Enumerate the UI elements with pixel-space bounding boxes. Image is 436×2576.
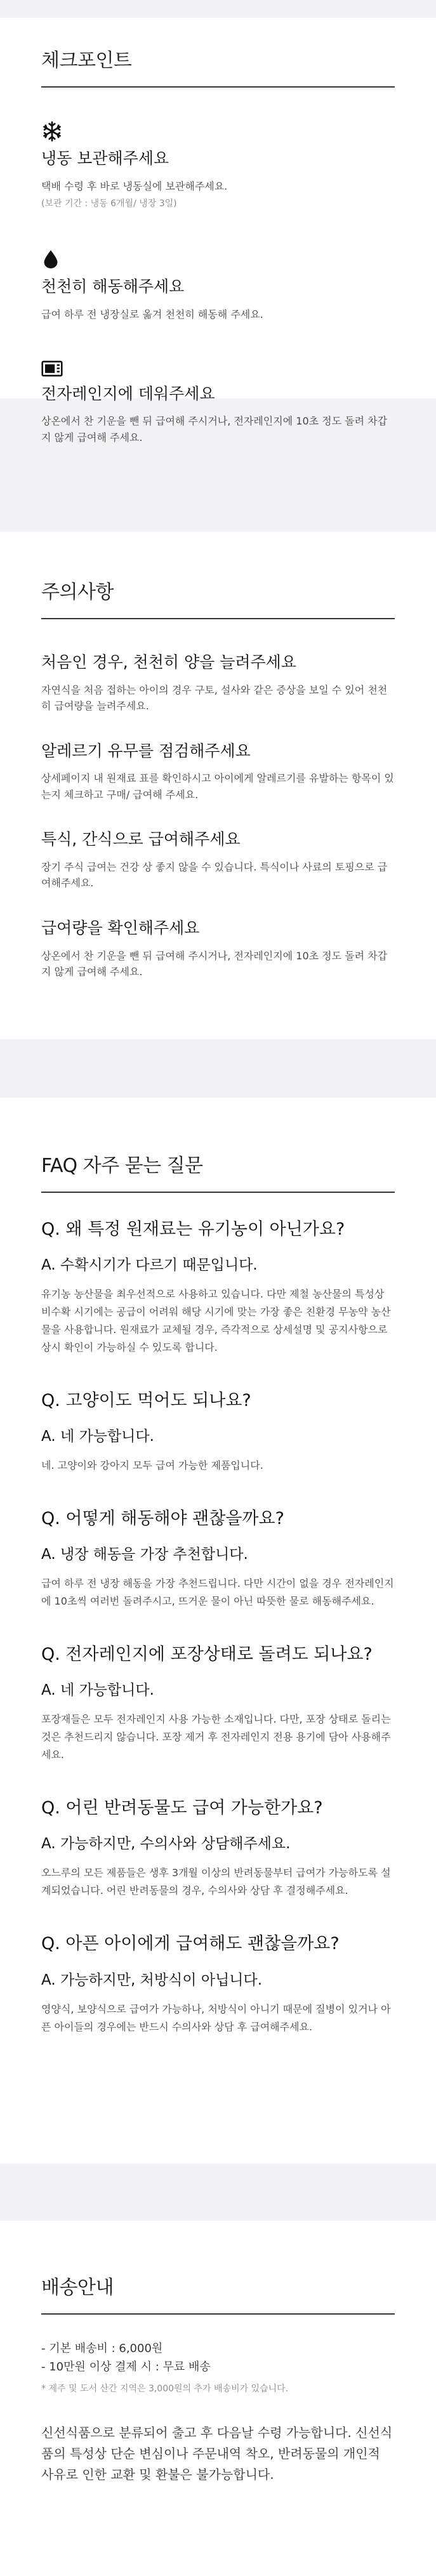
section-title: 체크포인트 [41, 49, 132, 72]
faq-answer: A. 네 가능합니다. [41, 1428, 154, 1445]
faq-desc: 포장재들은 모두 전자레인지 사용 가능한 소재입니다. 다만, 포장 상태로 돌리는 것은 추천드리지 않습니다. 포장 제거 후 전자레인지 전용 용기에 담아 사용해주세요. [41, 1713, 391, 1761]
shipping-fee-line: - 10만원 이상 결제 시 : 무료 배송 [41, 2360, 211, 2374]
caution-item [41, 652, 395, 714]
checkpoint-title: 전자레인지에 데워주세요 [41, 384, 215, 403]
faq-item [41, 1390, 395, 1475]
caution-title: 처음인 경우, 천천히 양을 늘려주세요 [41, 653, 296, 671]
caution-title: 알레르기 유무를 점검해주세요 [41, 741, 251, 760]
shipping-note: * 제주 및 도서 산간 지역은 3,000원의 추가 배송비가 있습니다. [41, 2383, 289, 2394]
faq-item [41, 1797, 395, 1900]
section-title: 주의사항 [41, 581, 114, 603]
faq-item [41, 1933, 395, 2035]
faq-item [41, 1508, 395, 1610]
checkpoint-title: 천천히 해동해주세요 [41, 277, 185, 296]
caution-desc: 장기 주식 급여는 건강 상 좋지 않을 수 있습니다. 특식이나 사료의 토핑으로 급여해주세요. [41, 860, 388, 890]
checkpoint-item [41, 247, 395, 322]
shipping-section [0, 2221, 436, 2576]
checkpoint-desc: 택배 수령 후 바로 냉동실에 보관해주세요. [41, 180, 228, 192]
faq-answer: A. 냉장 해동을 가장 추천합니다. [41, 1546, 248, 1563]
microwave-icon [41, 360, 63, 378]
section-divider [41, 86, 395, 88]
caution-desc: 상온에서 찬 기운을 뺀 뒤 급여해 주시거나, 전자레인지에 10초 정도 돌려 차갑지 않게 급여해 주세요. [41, 949, 388, 978]
caution-title: 급여량을 확인해주세요 [41, 919, 200, 938]
faq-question: Q. 전자레인지에 포장상태로 돌려도 되나요? [41, 1645, 373, 1665]
caution-title: 특식, 간식으로 급여해주세요 [41, 830, 241, 849]
faq-section [0, 1098, 436, 2164]
faq-desc: 네. 고양이와 강아지 모두 급여 가능한 제품입니다. [41, 1459, 263, 1472]
faq-answer: A. 가능하지만, 수의사와 상담해주세요. [41, 1836, 291, 1853]
section-divider [41, 2313, 395, 2315]
faq-answer: A. 네 가능합니다. [41, 1682, 154, 1699]
shipping-paragraph: 신선식품으로 분류되어 출고 후 다음날 수령 가능합니다. 신선식품의 특성상 단순 변심이나 주문내역 착오, 반려동물의 개인적 사유로 인한 교환 및 환불은 불가능합니다. [41, 2424, 393, 2482]
faq-item [41, 1643, 395, 1764]
caution-item [41, 741, 395, 803]
checkpoints-section [0, 18, 436, 444]
checkpoint-item [41, 360, 395, 446]
faq-question: Q. 어린 반려동물도 급여 가능한가요? [41, 1798, 323, 1818]
faq-desc: 급여 하루 전 냉장 해동을 가장 추천드립니다. 다만 시간이 없을 경우 전자레인지에 10초씩 여러번 돌려주시고, 뜨거운 물이 아닌 따뜻한 물로 해동해주세요. [41, 1577, 394, 1608]
faq-question: Q. 고양이도 먹어도 되나요? [41, 1391, 251, 1411]
section-title: 배송안내 [41, 2277, 114, 2299]
caution-desc: 상세페이지 내 원재료 표를 확인하시고 아이에게 알레르기를 유발하는 항목이 있는지 체크하고 구매/ 급여해 주세요. [41, 772, 394, 801]
faq-desc: 유기농 농산물을 최우선적으로 사용하고 있습니다. 다만 제철 농산물의 특성상 비수확 시기에는 공급이 어려워 해당 시기에 맞는 가장 좋은 친환경 무농약 농산물을 사용합니다. 원재료가 교체될 경우, 즉각적으로 상세설명 및 공지사항으로 상시 확인이 가능하실 수 있도록 합니다. [41, 1288, 391, 1354]
checkpoint-title: 냉동 보관해주세요 [41, 149, 169, 168]
faq-desc: 오느루의 모든 제품들은 생후 3개월 이상의 반려동물부터 급여가 가능하도록 설계되었습니다. 어린 반려동물의 경우, 수의사와 상담 후 결정해주세요. [41, 1867, 391, 1897]
checkpoint-desc: 급여 하루 전 냉장실로 옮겨 천천히 해동해 주세요. [41, 308, 263, 320]
section-title: FAQ 자주 묻는 질문 [41, 1155, 203, 1177]
shipping-fees [41, 2340, 395, 2395]
shipping-fee-line: - 기본 배송비 : 6,000원 [41, 2342, 163, 2355]
faq-item [41, 1218, 395, 1357]
water-drop-icon [41, 247, 60, 270]
caution-item [41, 918, 395, 980]
faq-question: Q. 아픈 아이에게 급여해도 괜찮을까요? [41, 1934, 340, 1954]
checkpoint-item [41, 121, 395, 211]
faq-answer: A. 수확시기가 다르기 때문입니다. [41, 1257, 258, 1274]
snowflake-icon [41, 121, 63, 142]
faq-desc: 영양식, 보양식으로 급여가 가능하나, 처방식이 아니기 때문에 질병이 있거나 아픈 아이들의 경우에는 반드시 수의사와 상담 후 급여해주세요. [41, 2002, 391, 2033]
caution-desc: 자연식을 처음 접하는 아이의 경우 구토, 설사와 같은 증상을 보일 수 있어 천천히 급여량을 늘려주세요. [41, 683, 388, 713]
faq-question: Q. 왜 특정 원재료는 유기농이 아닌가요? [41, 1219, 345, 1239]
caution-item [41, 829, 395, 891]
checkpoint-note: (보관 기간 : 냉동 6개월/ 냉장 3일) [41, 199, 177, 209]
faq-question: Q. 어떻게 해동해야 괜찮을까요? [41, 1509, 284, 1529]
cautions-section [0, 532, 436, 1039]
faq-answer: A. 가능하지만, 처방식이 아닙니다. [41, 1971, 263, 1988]
checkpoint-desc: 상온에서 찬 기운을 뺀 뒤 급여해 주시거나, 전자레인지에 10초 정도 돌려 차갑지 않게 급여해 주세요. [41, 415, 388, 444]
section-divider [41, 618, 395, 619]
section-divider [41, 1192, 395, 1193]
